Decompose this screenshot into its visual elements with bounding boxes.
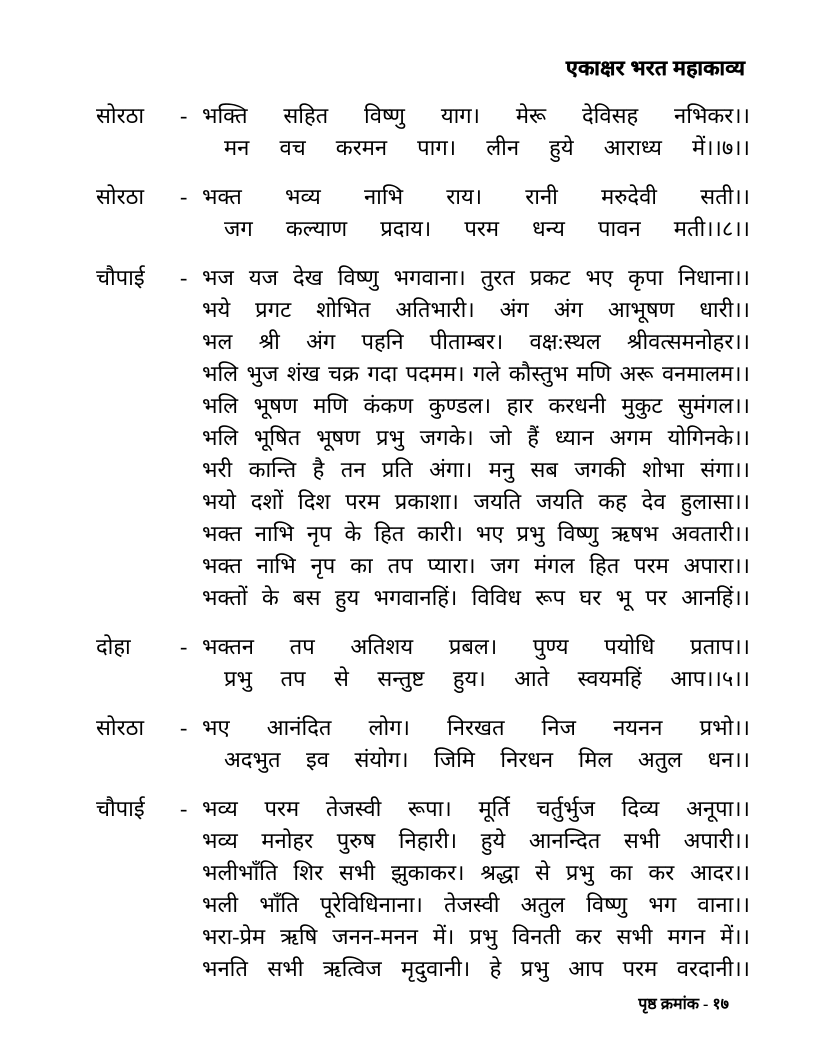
stanza-label: चौपाई (96, 796, 145, 821)
verse-line: भज यज देख विष्णु भगवाना। तुरत प्रकट भए कृपा निधाना।। (202, 265, 750, 290)
verse-line: भरा-प्रेम ऋषि जनन-मनन में। प्रभु विनती कर सभी मगन में।। (202, 924, 750, 949)
stanza-label: सोरठा (96, 715, 145, 740)
verse-line: भरी कान्ति है तन प्रति अंगा। मनु सब जगकी शोभा संगा।। (202, 457, 750, 482)
verse-line: भव्य परम तेजस्वी रूपा। मूर्ति चर्तुर्भुज दिव्य अनूपा।। (202, 796, 750, 821)
stanza-label: दोहा (96, 634, 131, 659)
stanza-lines (202, 100, 750, 164)
stanza-dash: - (180, 265, 188, 290)
verse-line: भक्तन तप अतिशय प्रबल। पुण्य पयोधि प्रताप।। (202, 634, 750, 659)
stanza (96, 712, 750, 776)
verse-line: भयो दशों दिश परम प्रकाशा। जयति जयति कह देव हुलासा।। (202, 489, 750, 514)
verse-line: भक्त नाभि नृप का तप प्यारा। जग मंगल हित परम अपारा।। (202, 553, 750, 578)
stanza-lines (202, 262, 750, 614)
stanza-dash: - (180, 634, 188, 659)
verse-line: मन वच करमन पाग। लीन हुये आराध्य में।।७।। (224, 135, 750, 160)
stanza-lines (202, 181, 750, 245)
stanza-dash: - (180, 103, 188, 128)
stanza (96, 631, 750, 695)
verse-line: जग कल्याण प्रदाय। परम धन्य पावन मती।।८।। (224, 216, 750, 241)
stanza-label: सोरठा (96, 103, 145, 128)
verse-line: भक्त भव्य नाभि राय। रानी मरुदेवी सती।। (202, 184, 750, 209)
stanza (96, 793, 750, 985)
verse-line: प्रभु तप से सन्तुष्ट हुय। आते स्वयमहिं आप।।५।। (224, 666, 750, 691)
stanza-lines (202, 793, 750, 985)
stanza (96, 181, 750, 245)
stanza-label: चौपाई (96, 265, 145, 290)
verse-body (96, 100, 750, 1002)
stanza-lines (202, 631, 750, 695)
verse-line: भलीभाँति शिर सभी झुकाकर। श्रद्धा से प्रभु का कर आदर।। (202, 860, 750, 885)
verse-line: भक्त नाभि नृप के हित कारी। भए प्रभु विष्णु ऋषभ अवतारी।। (202, 521, 750, 546)
stanza-dash: - (180, 715, 188, 740)
stanza-dash: - (180, 184, 188, 209)
stanza (96, 262, 750, 614)
page-number: पृष्ठ क्रमांक - १७ (638, 996, 729, 1013)
verse-line: भलि भुज शंख चक्र गदा पदमम। गले कौस्तुभ मणि अरू वनमालम।। (202, 361, 750, 386)
verse-line: भलि भूषित भूषण प्रभु जगके। जो हैं ध्यान अगम योगिनके।। (202, 425, 750, 450)
verse-line: अदभुत इव संयोग। जिमि निरधन मिल अतुल धन।। (224, 747, 750, 772)
verse-line: भली भाँति पूरेविधिनाना। तेजस्वी अतुल विष्णु भग वाना।। (202, 892, 750, 917)
verse-line: भक्तों के बस हुय भगवानहिं। विविध रूप घर भू पर आनहिं।। (202, 585, 750, 610)
verse-line: भल श्री अंग पहनि पीताम्बर। वक्ष:स्थल श्रीवत्समनोहर।। (202, 329, 750, 354)
verse-line: भए आनंदित लोग। निरखत निज नयनन प्रभो।। (202, 715, 750, 740)
verse-line: भये प्रगट शोभित अतिभारी। अंग अंग आभूषण धारी।। (202, 297, 750, 322)
book-title: एकाक्षर भरत महाकाव्य (565, 56, 745, 80)
verse-line: भव्य मनोहर पुरुष निहारी। हुये आनन्दित सभी अपारी।। (202, 828, 750, 853)
verse-line: भलि भूषण मणि कंकण कुण्डल। हार करधनी मुकुट सुमंगल।। (202, 393, 750, 418)
stanza-label: सोरठा (96, 184, 145, 209)
stanza-dash: - (180, 796, 188, 821)
verse-line: भक्ति सहित विष्णु याग। मेरू देविसह नभिकर।। (202, 103, 750, 128)
stanza (96, 100, 750, 164)
verse-line: भनति सभी ऋत्विज मृदुवानी। हे प्रभु आप परम वरदानी।। (202, 956, 750, 981)
stanza-lines (202, 712, 750, 776)
